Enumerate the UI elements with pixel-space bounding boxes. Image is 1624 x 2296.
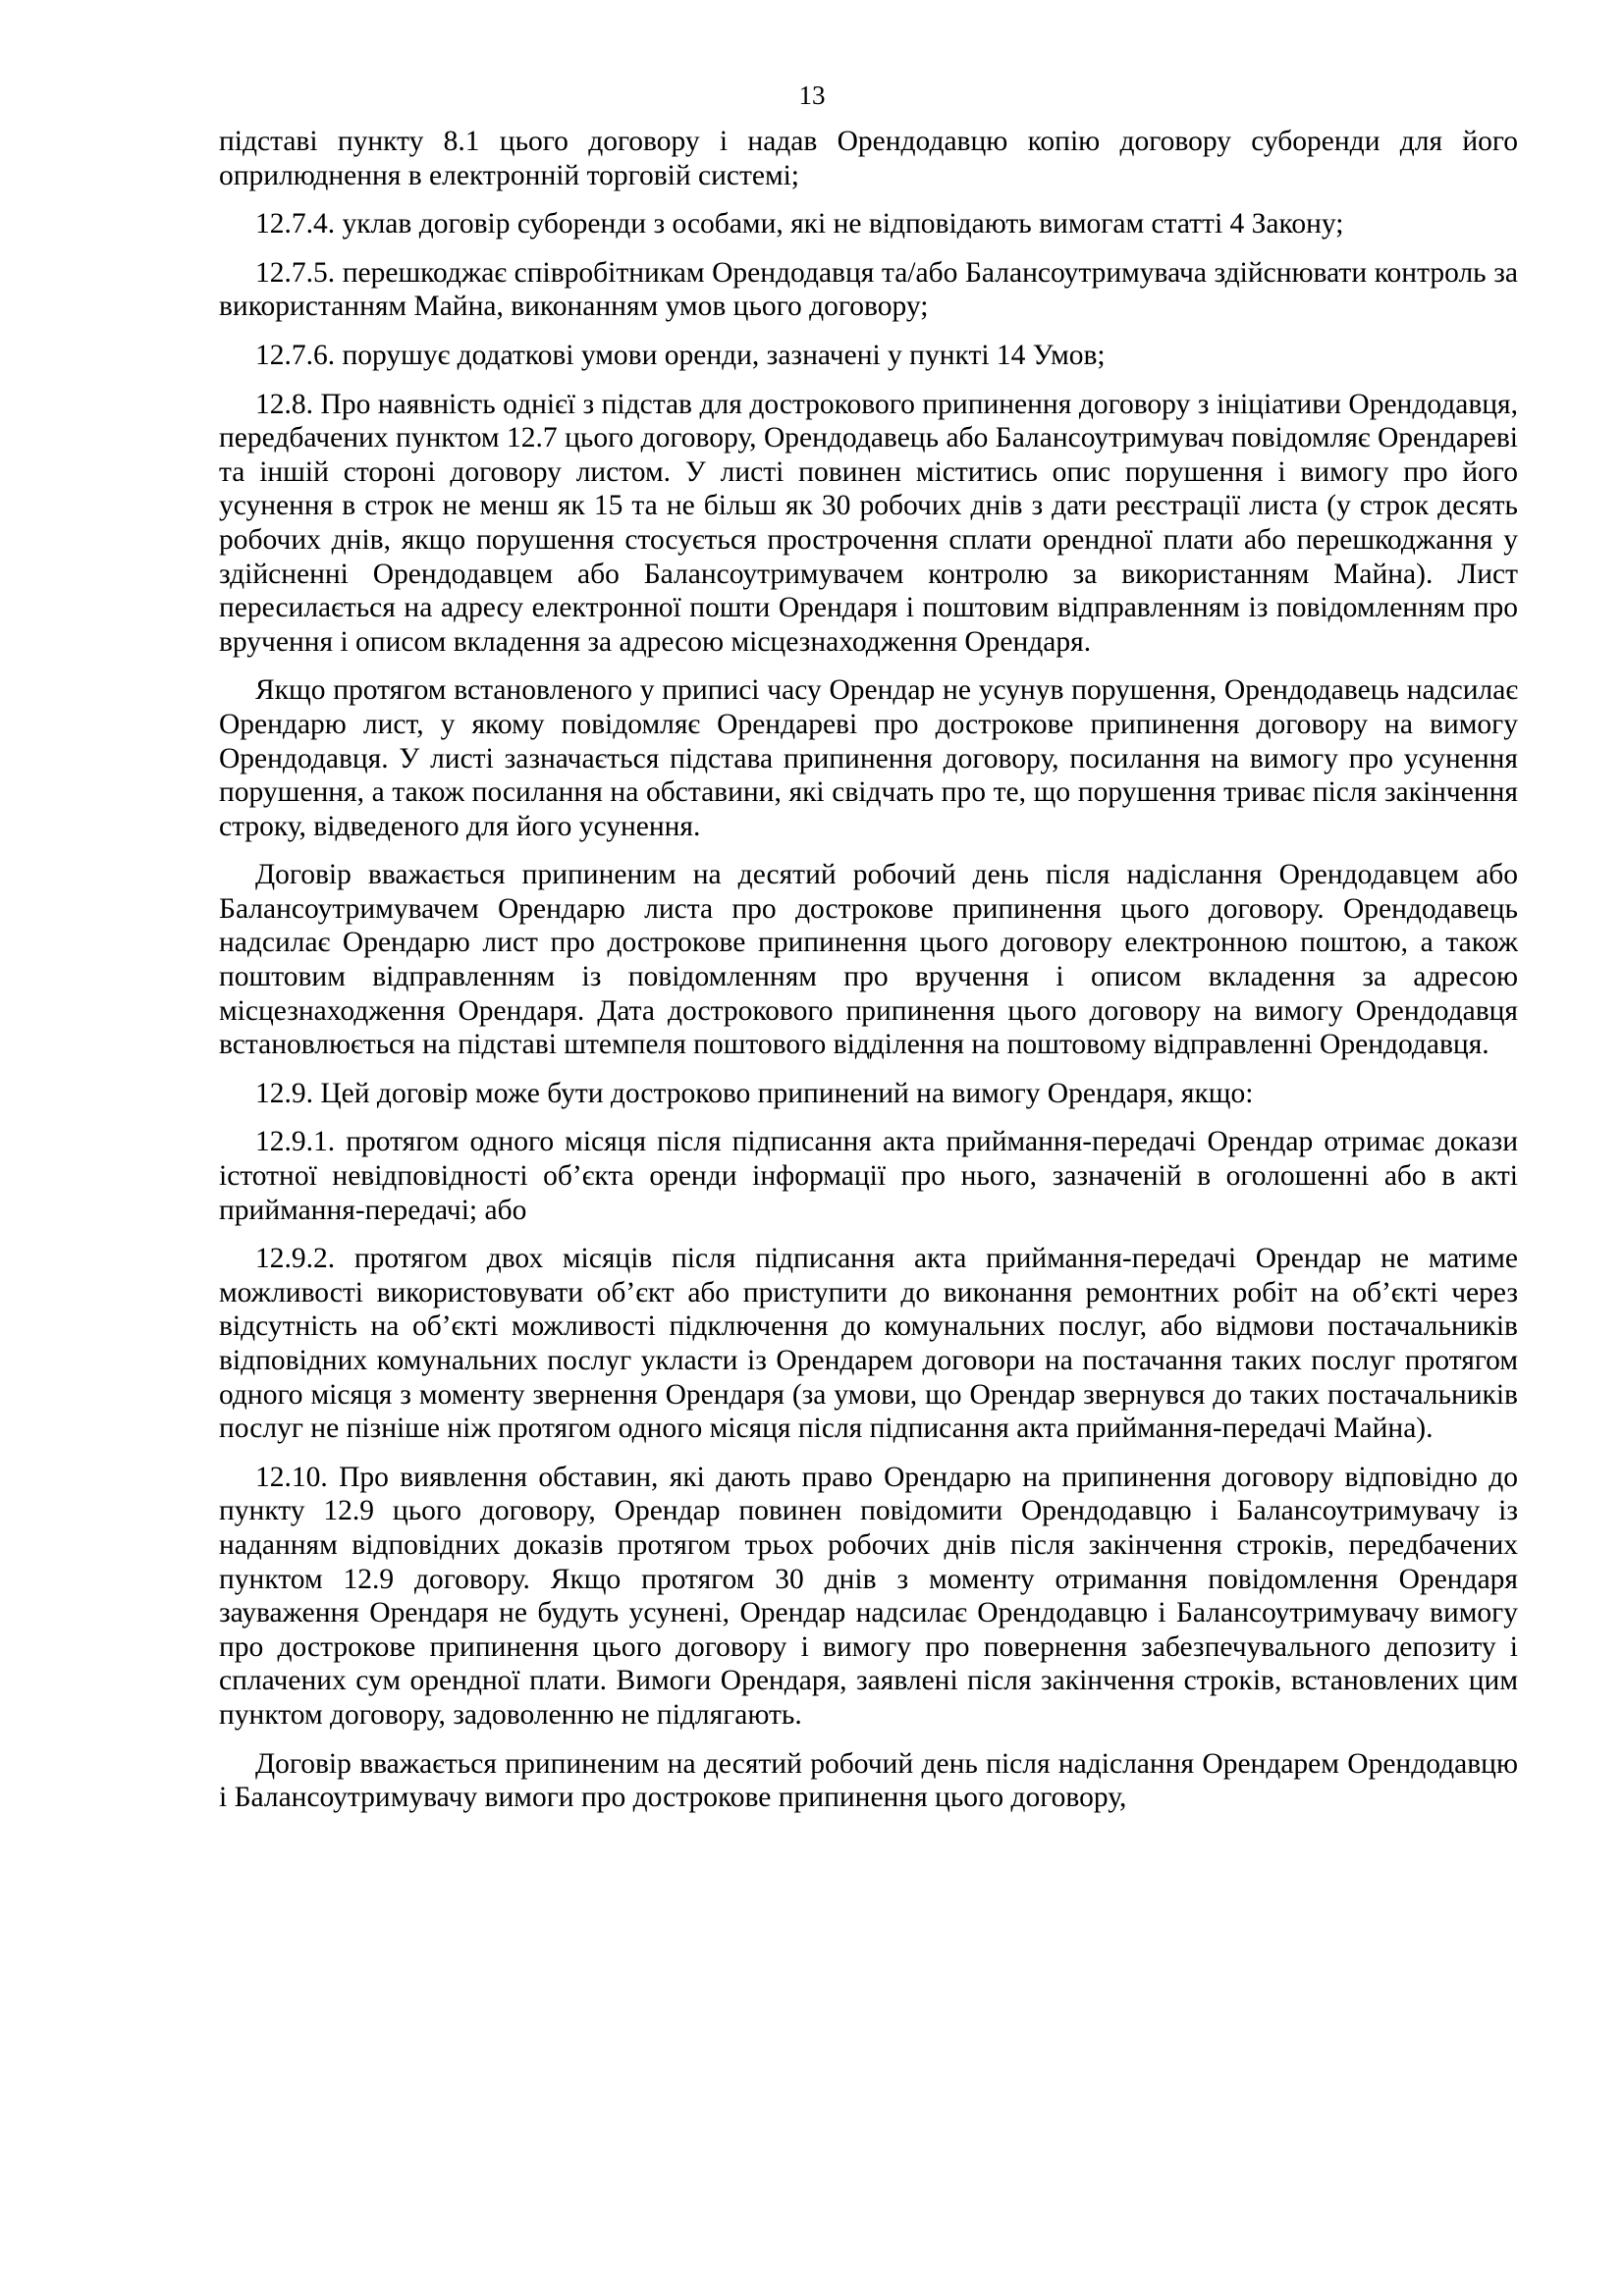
paragraph-12-8: 12.8. Про наявність однієї з підстав для дострокового припинення договору з ініціативи Орендодавця, передбачених пунктом 12.7 цього договору, Орендодавець або Балансоутримувач повідомляє Орендареві та іншій стороні договору листом. У листі повинен міститись опис порушення і вимогу про його усунення в строк не менш як 15 та не більш як 30 робочих днів з дати реєстрації листа (у строк десять робочих днів, якщо порушення стосується прострочення сплати орендної плати або перешкоджання у здійсненні Орендодавцем або Балансоутримувачем контролю за використанням Майна). Лист пересилається на адресу електронної пошти Орендаря і поштовим відправленням із повідомленням про вручення і описом вкладення за адресою місцезнаходження Орендаря.: [219, 388, 1518, 658]
paragraph-continuation: підставі пункту 8.1 цього договору і надав Орендодавцю копію договору суборенди для його оприлюднення в електронній торговій системі;: [219, 126, 1518, 191]
document-body: [219, 125, 1518, 1830]
paragraph-12-10-termination: Договір вважається припиненим на десятий робочий день після надіслання Орендарем Орендодавцю і Балансоутримувачу вимоги про дострокове припинення цього договору,: [219, 1747, 1518, 1814]
paragraph-12-7-6: 12.7.6. порушує додаткові умови оренди, зазначені у пункті 14 Умов;: [255, 339, 1106, 371]
paragraph-12-7-4: 12.7.4. уклав договір суборенди з особами, які не відповідають вимогам статті 4 Закону;: [255, 208, 1344, 240]
paragraph-12-7-5: 12.7.5. перешкоджає співробітникам Орендодавця та/або Балансоутримувача здійснювати контроль за використанням Майна, виконанням умов цього договору;: [219, 256, 1518, 323]
page-number: 13: [798, 80, 826, 110]
paragraph-12-8-termination-date: Договір вважається припиненим на десятий робочий день після надіслання Орендодавцем або Балансоутримувачем Орендарю листа про дострокове припинення цього договору. Орендодавець надсилає Орендарю лист про дострокове припинення цього договору електронною поштою, а також поштовим відправленням із повідомленням про вручення і описом вкладення за адресою місцезнаходження Орендаря. Дата дострокового припинення цього договору на вимогу Орендодавця встановлюється на підставі штемпеля поштового відділення на поштовому відправленні Орендодавця.: [219, 859, 1518, 1061]
paragraph-12-9-1: 12.9.1. протягом одного місяця після підписання акта приймання-передачі Орендар отримає докази істотної невідповідності об’єкта оренди інформації про нього, зазначеній в оголошенні або в акті приймання-передачі; або: [219, 1126, 1518, 1226]
paragraph-12-9: 12.9. Цей договір може бути достроково припинений на вимогу Орендаря, якщо:: [255, 1077, 1254, 1109]
paragraph-12-8-breach-notice: Якщо протягом встановленого у приписі часу Орендар не усунув порушення, Орендодавець надсилає Орендарю лист, у якому повідомляє Орендареві про дострокове припинення договору на вимогу Орендодавця. У листі зазначається підстава припинення договору, посилання на вимогу про усунення порушення, а також посилання на обставини, які свідчать про те, що порушення триває після закінчення строку, відведеного для його усунення.: [219, 674, 1518, 842]
paragraph-12-10: 12.10. Про виявлення обставин, які дають право Орендарю на припинення договору відповідно до пункту 12.9 цього договору, Орендар повинен повідомити Орендодавцю і Балансоутримувачу із наданням відповідних доказів протягом трьох робочих днів після закінчення строків, передбачених пунктом 12.9 договору. Якщо протягом 30 днів з моменту отримання повідомлення Орендаря зауваження Орендаря не будуть усунені, Орендар надсилає Орендодавцю і Балансоутримувачу вимогу про дострокове припинення цього договору і вимогу про повернення забезпечувального депозиту і сплачених сум орендної плати. Вимоги Орендаря, заявлені після закінчення строків, встановлених цим пунктом договору, задоволенню не підлягають.: [219, 1461, 1518, 1731]
paragraph-12-9-2: 12.9.2. протягом двох місяців після підписання акта приймання-передачі Орендар не матиме можливості використовувати об’єкт або приступити до виконання ремонтних робіт на об’єкті через відсутність на об’єкті можливості підключення до комунальних послуг, або відмови постачальників відповідних комунальних послуг укласти із Орендарем договори на постачання таких послуг протягом одного місяця з моменту звернення Орендаря (за умови, що Орендар звернувся до таких постачальників послуг не пізніше ніж протягом одного місяця після підписання акта приймання-передачі Майна).: [219, 1243, 1518, 1445]
